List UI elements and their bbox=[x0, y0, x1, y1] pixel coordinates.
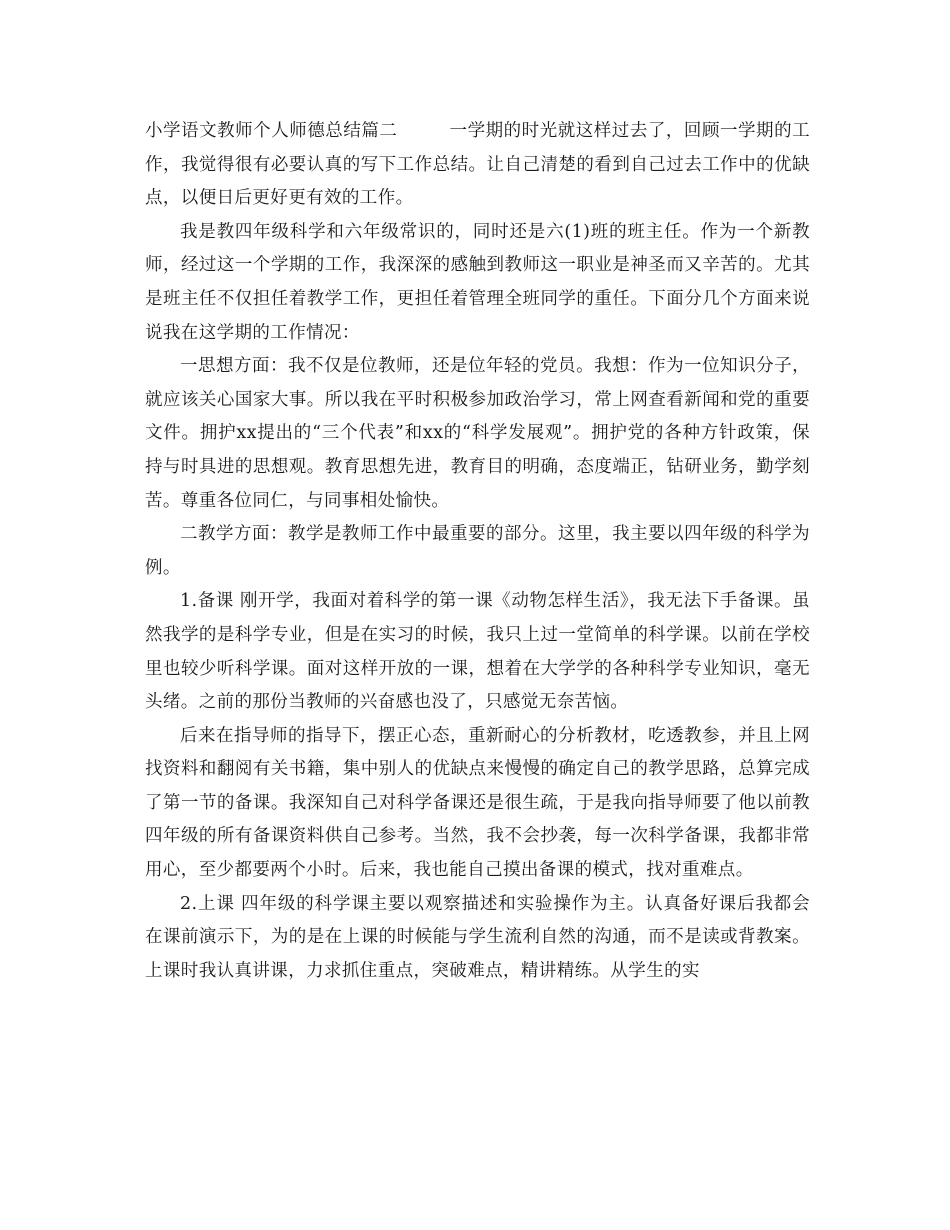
opening-paragraph bbox=[145, 115, 810, 216]
paragraph-text: 一学期的时光就这样过去了，回顾一学期的工作，我觉得很有必要认真的写下工作总结。让自己清楚的看到自己过去工作中的优缺点，以便日后更好更有效的工作。 bbox=[145, 121, 811, 209]
paragraph: 一思想方面：我不仅是位教师，还是位年轻的党员。我想：作为一位知识分子，就应该关心国家大事。所以我在平时积极参加政治学习，常上网查看新闻和党的重要文件。拥护xx提出的“三个代表”和xx的“科学发展观”。拥护党的各种方针政策，保持与时具进的思想观。教育思想先进，教育目的明确，态度端正，钻研业务，勤学刻苦。尊重各位同仁，与同事相处愉快。 bbox=[145, 356, 810, 511]
paragraph: 1.备课 刚开学，我面对着科学的第一课《动物怎样生活》，我无法下手备课。虽然我学的是科学专业，但是在实习的时候，我只上过一堂简单的科学课。以前在学校里也较少听科学课。面对这样开放的一课，想着在大学学的各种科学专业知识，毫无头绪。之前的那份当教师的兴奋感也没了，只感觉无奈苦恼。 bbox=[145, 591, 810, 713]
paragraph: 2.上课 四年级的科学课主要以观察描述和实验操作为主。认真备好课后我都会在课前演示下，为的是在上课的时候能与学生流利自然的沟通，而不是读或背教案。上课时我认真讲课，力求抓住重点，突破难点，精讲精练。从学生的实 bbox=[145, 893, 810, 981]
document-title: 小学语文教师个人师德总结篇二 bbox=[145, 121, 398, 141]
paragraph: 我是教四年级科学和六年级常识的，同时还是六(1)班的班主任。作为一个新教师，经过这一个学期的工作，我深深的感触到教师这一职业是神圣而又辛苦的。尤其是班主任不仅担任着教学工作，更担任着管理全班同学的重任。下面分几个方面来说说我在这学期的工作情况： bbox=[145, 221, 810, 343]
document-page bbox=[145, 115, 810, 988]
paragraph: 二教学方面：教学是教师工作中最重要的部分。这里，我主要以四年级的科学为例。 bbox=[145, 524, 810, 578]
paragraph: 后来在指导师的指导下，摆正心态，重新耐心的分析教材，吃透教参，并且上网找资料和翻阅有关书籍，集中别人的优缺点来慢慢的确定自己的教学思路，总算完成了第一节的备课。我深知自己对科学备课还是很生疏，于是我向指导师要了他以前教四年级的所有备课资料供自己参考。当然，我不会抄袭，每一次科学备课，我都非常用心，至少都要两个小时。后来，我也能自己摸出备课的模式，找对重难点。 bbox=[145, 725, 810, 881]
